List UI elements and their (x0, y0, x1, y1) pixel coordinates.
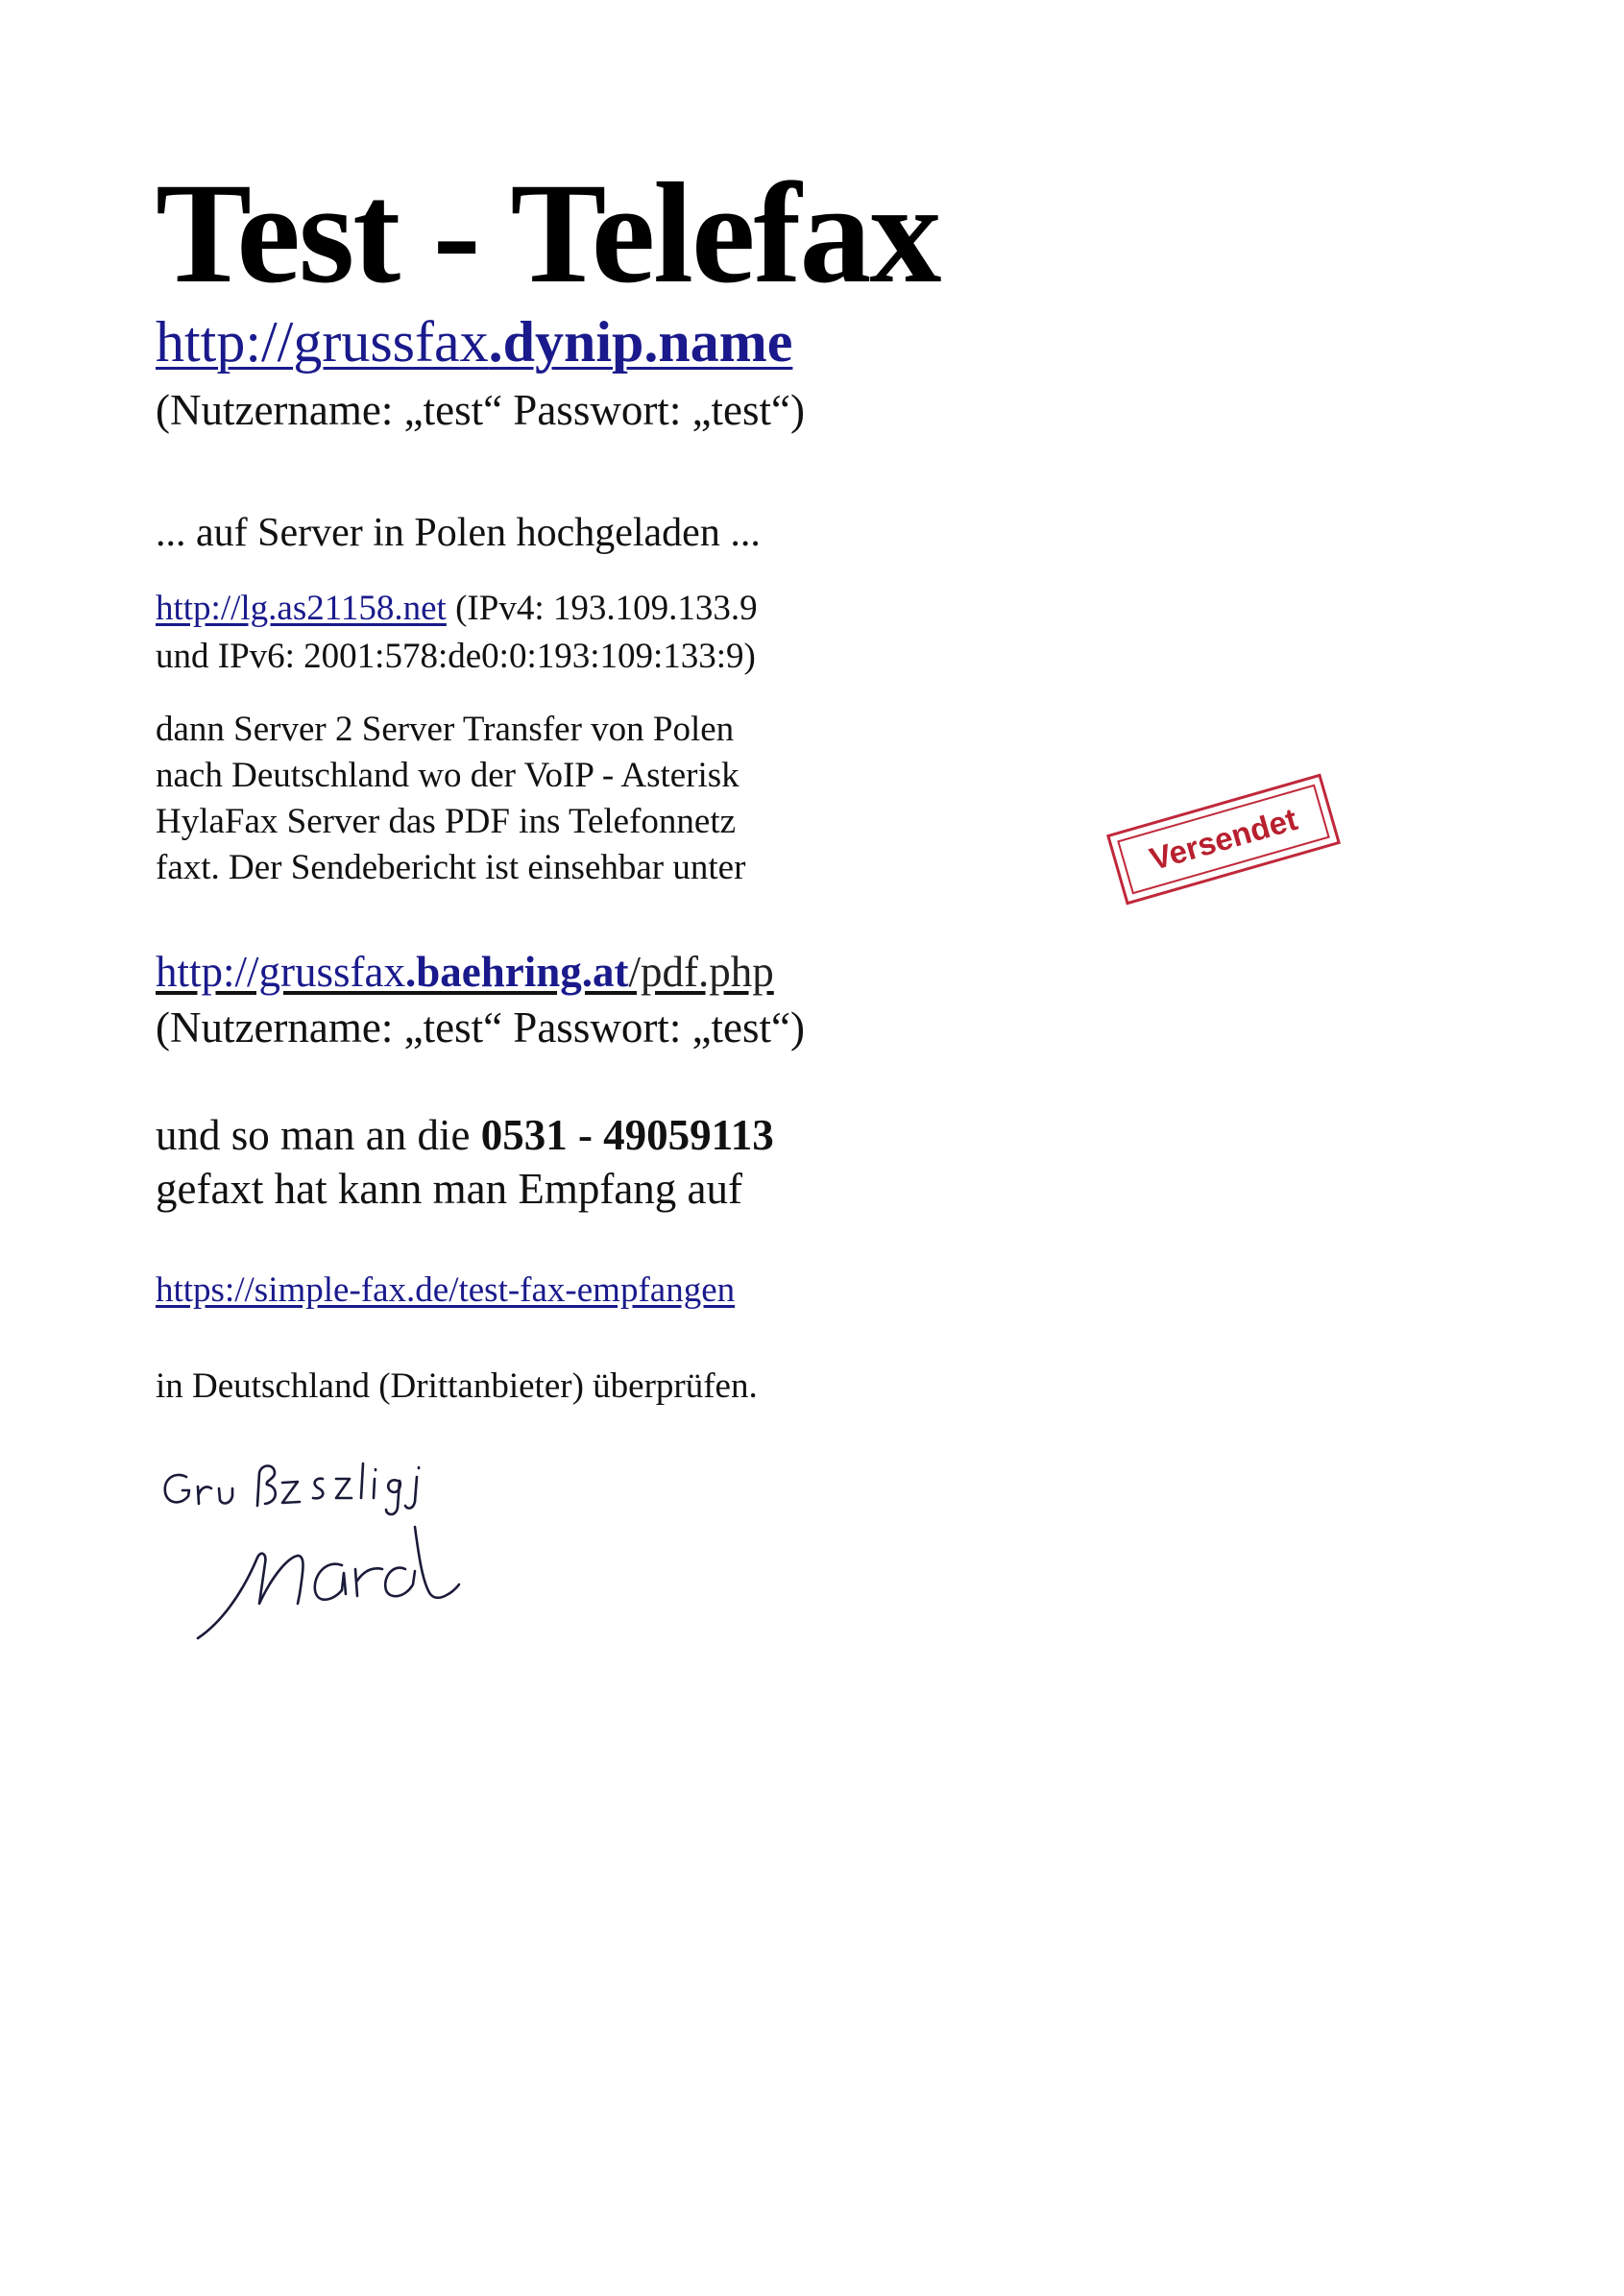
transfer-paragraph (156, 707, 745, 891)
transfer-line: HylaFax Server das PDF ins Telefonnetz (156, 802, 737, 841)
link-grussfax-dynip[interactable] (156, 309, 792, 375)
link-grussfax-baehring-path: /pdf.php (628, 948, 774, 996)
credentials-line-2: (Nutzername: „test“ Passwort: „test“) (156, 1003, 805, 1051)
fax-line-2: gefaxt hat kann man Empfang auf (156, 1165, 743, 1213)
transfer-line: dann Server 2 Server Transfer von Polen (156, 710, 735, 749)
handwritten-signature (154, 1450, 557, 1661)
transfer-line: nach Deutschland wo der VoIP - Asterisk (156, 756, 739, 795)
link-grussfax-baehring-domain: .baehring.at (404, 948, 629, 996)
versendet-stamp (1106, 773, 1341, 905)
page-title: Test - Telefax (156, 154, 940, 313)
server-line-1 (156, 585, 758, 633)
link-grussfax-dynip-domain: .dynip.name (488, 310, 793, 374)
link-grussfax-dynip-prefix: http://grussfax (156, 310, 489, 374)
fax-info (156, 1108, 774, 1216)
stamp-label: Versendet (1117, 785, 1330, 895)
fax-line-prefix: und so man an die (156, 1111, 481, 1159)
link-grussfax-baehring-prefix: http://grussfax (156, 948, 405, 996)
link-simple-fax[interactable]: https://simple-fax.de/test-fax-empfangen (156, 1270, 736, 1310)
ipv4-text: (IPv4: 193.109.133.9 (446, 589, 758, 628)
link-as21158[interactable]: http://lg.as21158.net (156, 589, 447, 628)
upload-note: ... auf Server in Polen hochgeladen ... (156, 511, 761, 555)
fax-number: 0531 - 49059113 (480, 1111, 774, 1159)
fax-line-1 (156, 1108, 774, 1162)
transfer-line: faxt. Der Sendebericht ist einsehbar unter (156, 848, 746, 887)
credentials-line-1: (Nutzername: „test“ Passwort: „test“) (156, 386, 805, 434)
ipv6-text: und IPv6: 2001:578:de0:0:193:109:133:9) (156, 637, 756, 676)
check-text: in Deutschland (Drittanbieter) überprüfen. (156, 1366, 758, 1406)
link-grussfax-baehring[interactable] (156, 946, 774, 998)
server-info (156, 585, 758, 681)
